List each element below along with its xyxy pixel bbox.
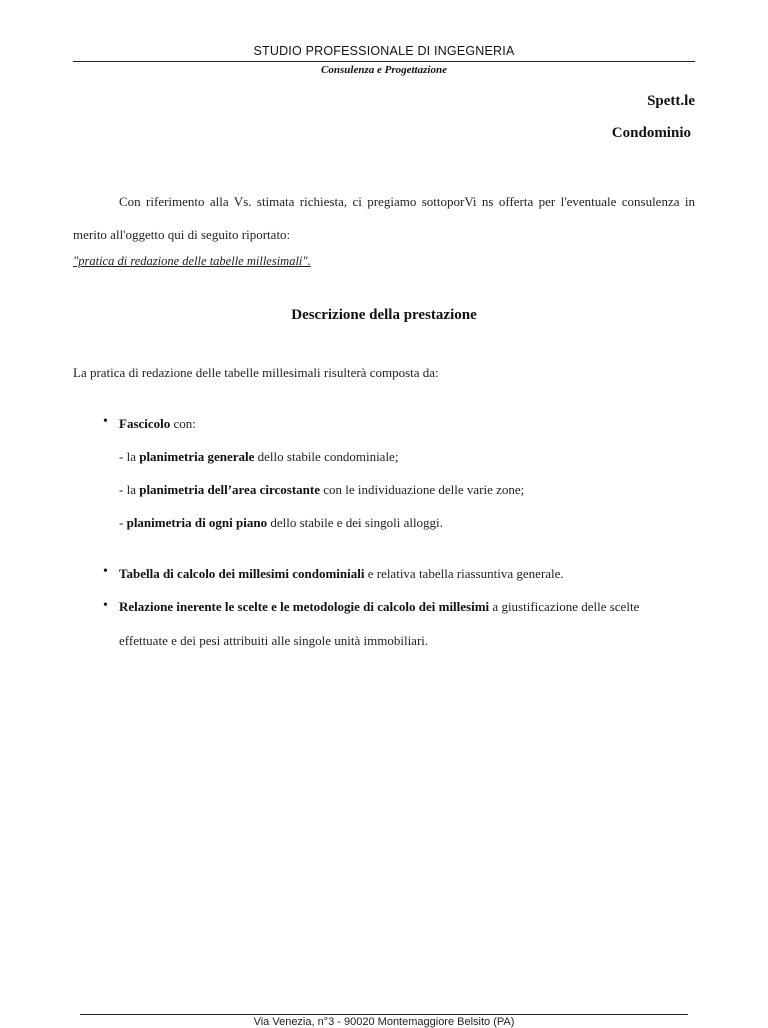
subitem-planimetria-generale	[119, 449, 398, 465]
letterhead-title: STUDIO PROFESSIONALE DI INGEGNERIA	[253, 44, 515, 58]
bullet-marker: •	[103, 564, 108, 579]
subitem-prefix: - la	[119, 449, 140, 464]
bullet-marker: •	[103, 598, 108, 613]
item-text: a giustificazione delle scelte	[489, 599, 640, 614]
item-bold-label: Fascicolo	[119, 416, 171, 431]
bullet-marker: •	[103, 414, 108, 429]
section-title: Descrizione della prestazione	[291, 307, 477, 323]
subitem-text: con le individuazione delle varie zone;	[319, 482, 525, 497]
intro-paragraph: Con riferimento alla Vs. stimata richiesta, ci pregiamo sottoporVi ns offerta per l'eventuale consulenza in merito all'oggetto qui di seguito riportato:	[73, 194, 695, 242]
list-item-relazione	[119, 599, 639, 615]
subitem-prefix: - la	[119, 482, 140, 497]
subject-line: "pratica di redazione delle tabelle millesimali".	[73, 254, 311, 268]
footer-rule	[80, 1014, 688, 1015]
letterhead-rule	[73, 61, 695, 62]
subitem-bold-label: planimetria di ogni piano	[126, 515, 268, 530]
subitem-bold-label: planimetria generale	[139, 449, 255, 464]
recipient-salutation: Spett.le	[647, 93, 695, 109]
list-item-fascicolo	[119, 416, 196, 432]
item-bold-label: Relazione inerente le scelte e le metodologie di calcolo dei millesimi	[119, 599, 490, 614]
subitem-text: dello stabile condominiale;	[254, 449, 399, 464]
lead-paragraph: La pratica di redazione delle tabelle millesimali risulterà composta da:	[73, 365, 439, 380]
item-text: con:	[170, 416, 196, 431]
subitem-prefix: -	[119, 515, 127, 530]
list-item-relazione-continuation: effettuate e dei pesi attribuiti alle singole unità immobiliari.	[119, 633, 429, 648]
letterhead-subtitle: Consulenza e Progettazione	[321, 64, 447, 76]
recipient-name: Condominio	[611, 125, 691, 141]
subitem-planimetria-area	[119, 482, 524, 498]
item-text: e relativa tabella riassuntiva generale.	[364, 566, 564, 581]
item-bold-label: Tabella di calcolo dei millesimi condominiali	[119, 566, 365, 581]
subitem-bold-label: planimetria dell’area circostante	[139, 482, 320, 497]
subitem-planimetria-piano	[119, 515, 443, 531]
footer-address: Via Venezia, n°3 - 90020 Montemaggiore Belsito (PA)	[253, 1016, 515, 1028]
subitem-text: dello stabile e dei singoli alloggi.	[267, 515, 443, 530]
list-item-tabella	[119, 566, 564, 582]
